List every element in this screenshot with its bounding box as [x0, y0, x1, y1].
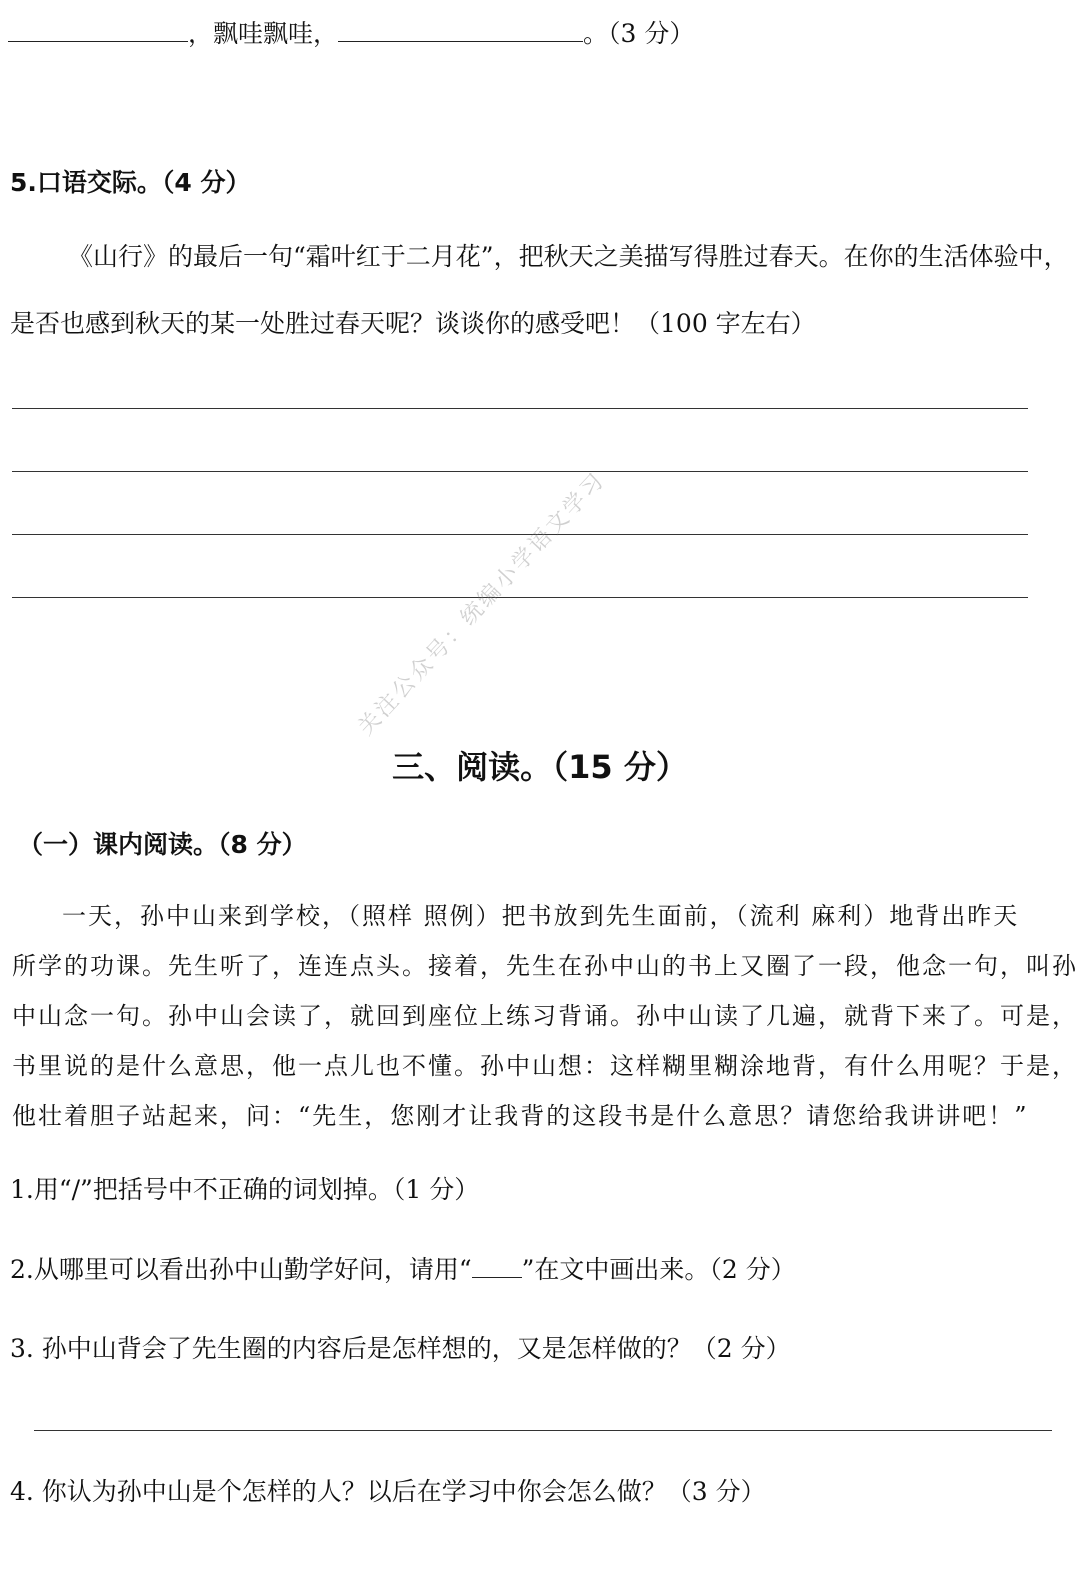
writing-line[interactable] [12, 534, 1028, 535]
answer-blank[interactable] [8, 19, 188, 42]
question-2-text-end: ”在文中画出来。（2 分） [521, 1255, 796, 1284]
answer-line[interactable] [34, 1430, 1052, 1431]
question-3: 3. 孙中山背会了先生圈的内容后是怎样想的，又是怎样做的？（2 分） [10, 1334, 791, 1363]
question-2 [10, 1250, 796, 1286]
answer-blank[interactable] [338, 19, 583, 42]
section-3-title: 三、阅读。（15 分） [392, 748, 688, 786]
q4-end-text: 。（3 分） [583, 19, 695, 48]
q5-prompt-line-1: 《山行》的最后一句“霜叶红于二月花”，把秋天之美描写得胜过春天。在你的生活体验中， [68, 242, 1069, 271]
q5-prompt-line-2: 是否也感到秋天的某一处胜过春天呢？谈谈你的感受吧！（100 字左右） [10, 309, 816, 338]
passage-line: 书里说的是什么意思，他一点儿也不懂。孙中山想：这样糊里糊涂地背，有什么用呢？于是， [12, 1052, 1078, 1080]
writing-line[interactable] [12, 597, 1028, 598]
watermark: 关注公众号：统编小学语文学习 [353, 467, 611, 741]
passage-line: 他壮着胆子站起来，问：“先生，您刚才让我背的这段书是什么意思？请您给我讲讲吧！” [12, 1102, 1029, 1130]
subsection-1-title: （一）课内阅读。（8 分） [18, 830, 307, 859]
writing-line[interactable] [12, 471, 1028, 472]
question-2-text-start: 2.从哪里可以看出孙中山勤学好问，请用“ [10, 1255, 472, 1284]
q5-heading: 5.口语交际。（4 分） [10, 168, 251, 197]
reading-passage [12, 891, 1078, 1141]
passage-line: 所学的功课。先生听了，连连点头。接着，先生在孙中山的书上又圈了一段，他念一句，叫孙 [12, 952, 1078, 980]
question-1: 1.用“/”把括号中不正确的词划掉。（1 分） [10, 1175, 480, 1204]
q4-middle-text: ，飘哇飘哇， [188, 19, 339, 48]
passage-line: 中山念一句。孙中山会读了，就回到座位上练习背诵。孙中山读了几遍，就背下来了。可是， [12, 1002, 1078, 1030]
underline-sample [472, 1257, 522, 1278]
question-4: 4. 你认为孙中山是个怎样的人？以后在学习中你会怎么做？（3 分） [10, 1477, 766, 1506]
q4-fill-line [8, 18, 694, 50]
passage-line: 一天，孙中山来到学校，（照样 照例）把书放到先生面前，（流利 麻利）地背出昨天 [62, 902, 1020, 930]
writing-line[interactable] [12, 408, 1028, 409]
